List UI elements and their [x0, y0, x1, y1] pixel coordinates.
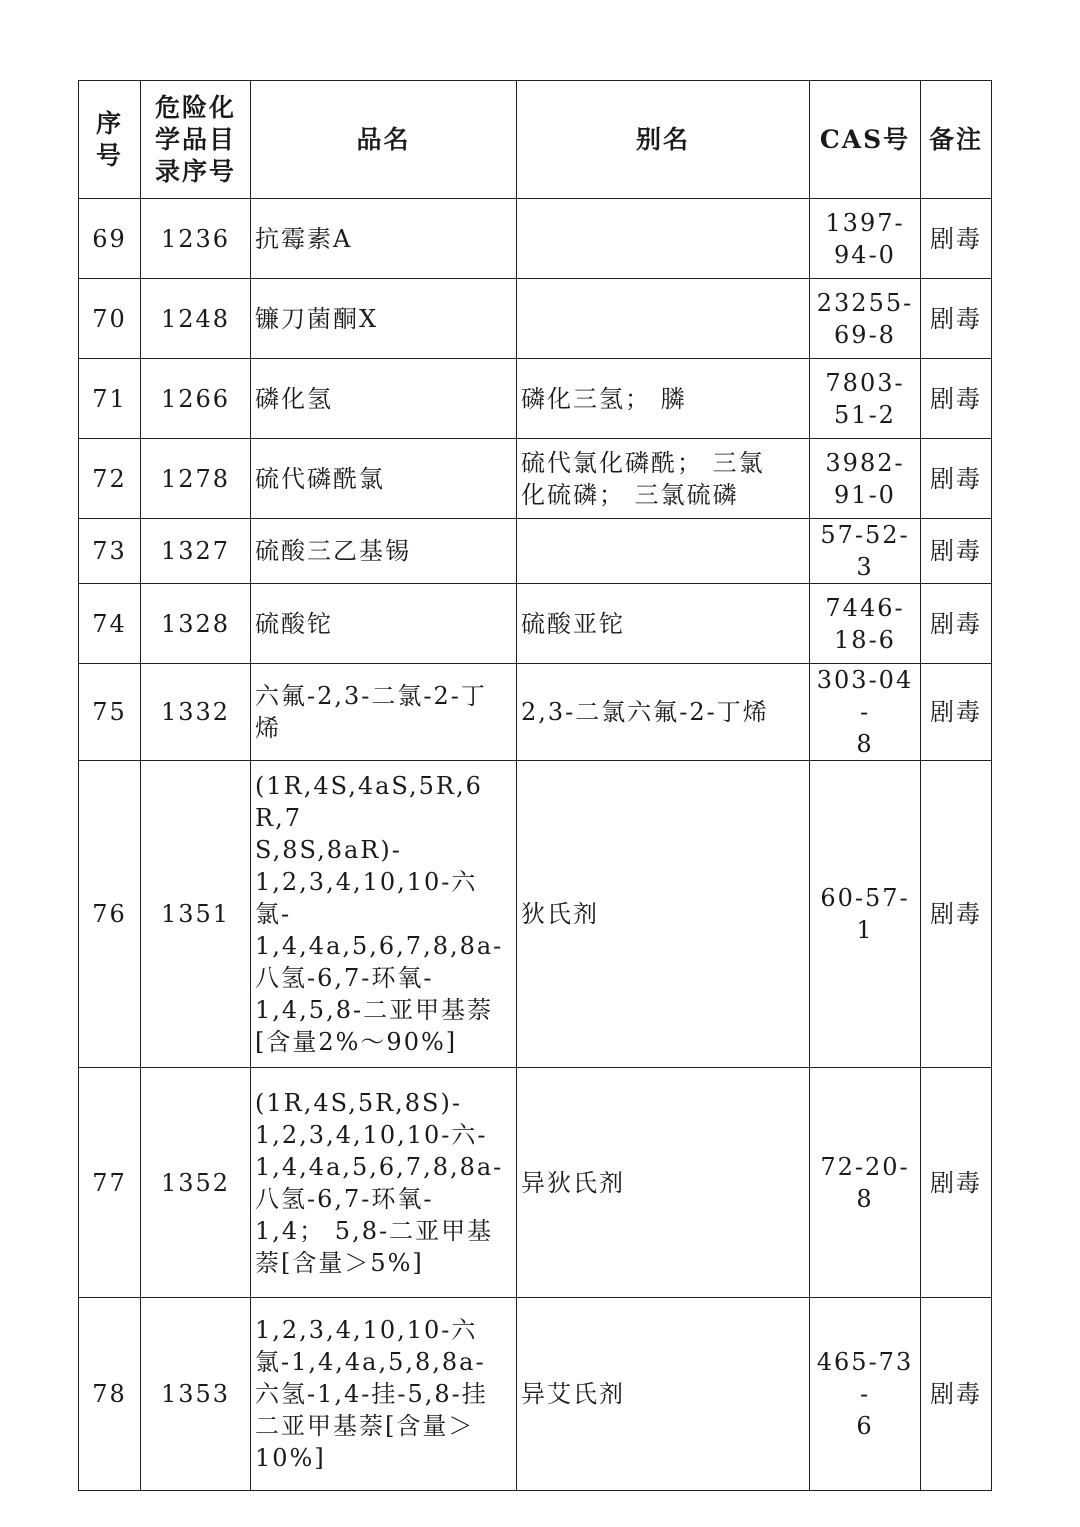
cell-catalog-seq: 1353: [141, 1298, 251, 1491]
cell-alias-line: 硫代氯化磷酰； 三氯: [521, 448, 765, 477]
cell-cas-line: 6: [856, 1412, 874, 1440]
cell-name: [251, 199, 517, 279]
cell-name-line: 1,4,4a,5,6,7,8,8a-: [255, 932, 504, 960]
cell-cas-line: 72-20-8: [820, 1152, 910, 1213]
cell-cas-line: 57-52-3: [820, 521, 910, 581]
cell-remark: 剧毒: [921, 664, 992, 761]
cell-name-line: (1R,4S,4aS,5R,6R,7: [255, 772, 483, 832]
cell-catalog-seq: 1328: [141, 584, 251, 664]
cell-remark: 剧毒: [921, 1068, 992, 1298]
header-catalog-seq-line: 学品目: [154, 124, 236, 154]
cell-cas-line: 465-73-: [816, 1348, 914, 1408]
cell-name-line: 10%]: [255, 1444, 326, 1472]
cell-cas-line: 1397-: [825, 208, 905, 237]
cell-name-line: 镰刀菌酮X: [255, 304, 379, 333]
cell-remark: 剧毒: [921, 761, 992, 1068]
cell-cas: [810, 761, 921, 1068]
cell-catalog-seq: 1327: [141, 519, 251, 584]
cell-catalog-seq: 1248: [141, 279, 251, 359]
cell-name-line: 八氢-6,7-环氧-: [255, 1184, 434, 1213]
cell-remark: 剧毒: [921, 199, 992, 279]
table-header: [79, 81, 992, 199]
cell-cas: [810, 279, 921, 359]
cell-name: [251, 1298, 517, 1491]
header-row: [79, 81, 992, 199]
cell-cas-line: 303-04-: [816, 666, 914, 726]
cell-name-line: 烯: [255, 714, 281, 742]
table-body: [79, 199, 992, 1491]
cell-cas-line: 69-8: [834, 320, 896, 349]
cell-alias-line: 异艾氏剂: [521, 1380, 625, 1408]
cell-seq: 77: [79, 1068, 141, 1298]
cell-name-line: S,8S,8aR)-: [255, 836, 402, 864]
table-row: [79, 439, 992, 519]
table-row: [79, 519, 992, 584]
cell-cas: [810, 199, 921, 279]
cell-name: [251, 279, 517, 359]
cell-cas-line: 7446-: [825, 593, 905, 622]
cell-name-line: 抗霉素A: [255, 224, 353, 253]
cell-name-line: 氯-1,4,4a,5,8,8a-: [255, 1348, 486, 1376]
header-seq: 序号: [79, 81, 141, 199]
cell-cas: [810, 519, 921, 584]
cell-cas-line: 7803-: [825, 368, 905, 397]
cell-seq: 70: [79, 279, 141, 359]
cell-cas-line: 8: [856, 730, 874, 758]
cell-alias: [517, 199, 810, 279]
cell-cas-line: 94-0: [834, 240, 896, 269]
cell-remark: 剧毒: [921, 279, 992, 359]
cell-remark: 剧毒: [921, 439, 992, 519]
cell-remark: 剧毒: [921, 584, 992, 664]
table-row: [79, 664, 992, 761]
cell-alias: [517, 584, 810, 664]
header-catalog-seq-line: 危险化: [154, 92, 236, 122]
cell-alias: [517, 664, 810, 761]
cell-cas: [810, 1298, 921, 1491]
cell-alias-line: 异狄氏剂: [521, 1168, 625, 1197]
cell-seq: 71: [79, 359, 141, 439]
cell-name-line: 六氟-2,3-二氯-2-丁: [255, 682, 487, 710]
cell-remark: 剧毒: [921, 359, 992, 439]
cell-seq: 72: [79, 439, 141, 519]
cell-alias-line: 2,3-二氯六氟-2-丁烯: [521, 698, 769, 726]
cell-name-line: 二亚甲基萘[含量＞: [255, 1412, 475, 1440]
cell-seq: 76: [79, 761, 141, 1068]
cell-catalog-seq: 1266: [141, 359, 251, 439]
cell-name-line: 1,4,5,8-二亚甲基萘: [255, 996, 494, 1024]
cell-seq: 78: [79, 1298, 141, 1491]
cell-name-line: 磷化氢: [255, 384, 333, 413]
cell-cas-line: 51-2: [834, 400, 896, 429]
cell-name: [251, 439, 517, 519]
cell-name-line: 八氢-6,7-环氧-: [255, 964, 434, 992]
cell-catalog-seq: 1278: [141, 439, 251, 519]
cell-cas: [810, 359, 921, 439]
cell-catalog-seq: 1352: [141, 1068, 251, 1298]
cell-cas: [810, 664, 921, 761]
cell-name-line: 氯-: [255, 900, 292, 928]
cell-seq: 69: [79, 199, 141, 279]
cell-alias: [517, 761, 810, 1068]
cell-cas-line: 18-6: [834, 625, 896, 654]
table-row: [79, 584, 992, 664]
cell-seq: 74: [79, 584, 141, 664]
cell-remark: 剧毒: [921, 1298, 992, 1491]
cell-name-line: (1R,4S,5R,8S)-: [255, 1088, 462, 1117]
cell-cas-line: 3982-: [825, 448, 905, 477]
cell-name-line: 1,4,4a,5,6,7,8,8a-: [255, 1152, 504, 1181]
header-alias: 别名: [517, 81, 810, 199]
cell-catalog-seq: 1236: [141, 199, 251, 279]
header-name: 品名: [251, 81, 517, 199]
cell-name: [251, 1068, 517, 1298]
table-row: [79, 279, 992, 359]
cell-name-line: 硫酸铊: [255, 609, 333, 638]
cell-cas-line: 91-0: [834, 480, 896, 509]
cell-seq: 75: [79, 664, 141, 761]
cell-alias-line: 化硫磷； 三氯硫磷: [521, 480, 739, 509]
header-cas: CAS号: [810, 81, 921, 199]
cell-remark: 剧毒: [921, 519, 992, 584]
cell-name-line: 1,2,3,4,10,10-六: [255, 1316, 478, 1344]
cell-cas: [810, 439, 921, 519]
cell-name-line: 1,4； 5,8-二亚甲基: [255, 1216, 494, 1245]
table-row: [79, 1298, 992, 1491]
cell-alias: [517, 439, 810, 519]
cell-name: [251, 359, 517, 439]
header-catalog-seq: [141, 81, 251, 199]
cell-alias-line: 磷化三氢； 膦: [521, 384, 687, 413]
table-row: [79, 359, 992, 439]
cell-alias: [517, 1068, 810, 1298]
cell-name-line: 硫酸三乙基锡: [255, 537, 411, 565]
cell-catalog-seq: 1351: [141, 761, 251, 1068]
table-row: [79, 199, 992, 279]
cell-name-line: 1,2,3,4,10,10-六: [255, 868, 478, 896]
header-remark: 备注: [921, 81, 992, 199]
cell-cas: [810, 584, 921, 664]
cell-name: [251, 584, 517, 664]
cell-name-line: 硫代磷酰氯: [255, 464, 385, 493]
cell-cas-line: 60-57-1: [820, 884, 910, 944]
cell-alias: [517, 519, 810, 584]
cell-cas-line: 23255-: [816, 288, 914, 317]
cell-name: [251, 519, 517, 584]
cell-alias-line: 狄氏剂: [521, 900, 599, 928]
cell-name-line: 1,2,3,4,10,10-六-: [255, 1120, 488, 1149]
cell-alias: [517, 279, 810, 359]
cell-alias: [517, 359, 810, 439]
cell-name: [251, 664, 517, 761]
cell-name: [251, 761, 517, 1068]
cell-cas: [810, 1068, 921, 1298]
table-row: [79, 761, 992, 1068]
cell-name-line: 六氢-1,4-挂-5,8-挂: [255, 1380, 488, 1408]
cell-seq: 73: [79, 519, 141, 584]
header-catalog-seq-line: 录序号: [154, 156, 236, 186]
table-row: [79, 1068, 992, 1298]
hazardous-chemicals-table: [78, 80, 992, 1491]
cell-name-line: 萘[含量＞5%]: [255, 1248, 424, 1277]
cell-catalog-seq: 1332: [141, 664, 251, 761]
cell-alias-line: 硫酸亚铊: [521, 609, 625, 638]
cell-name-line: [含量2%～90%]: [255, 1028, 458, 1056]
cell-alias: [517, 1298, 810, 1491]
